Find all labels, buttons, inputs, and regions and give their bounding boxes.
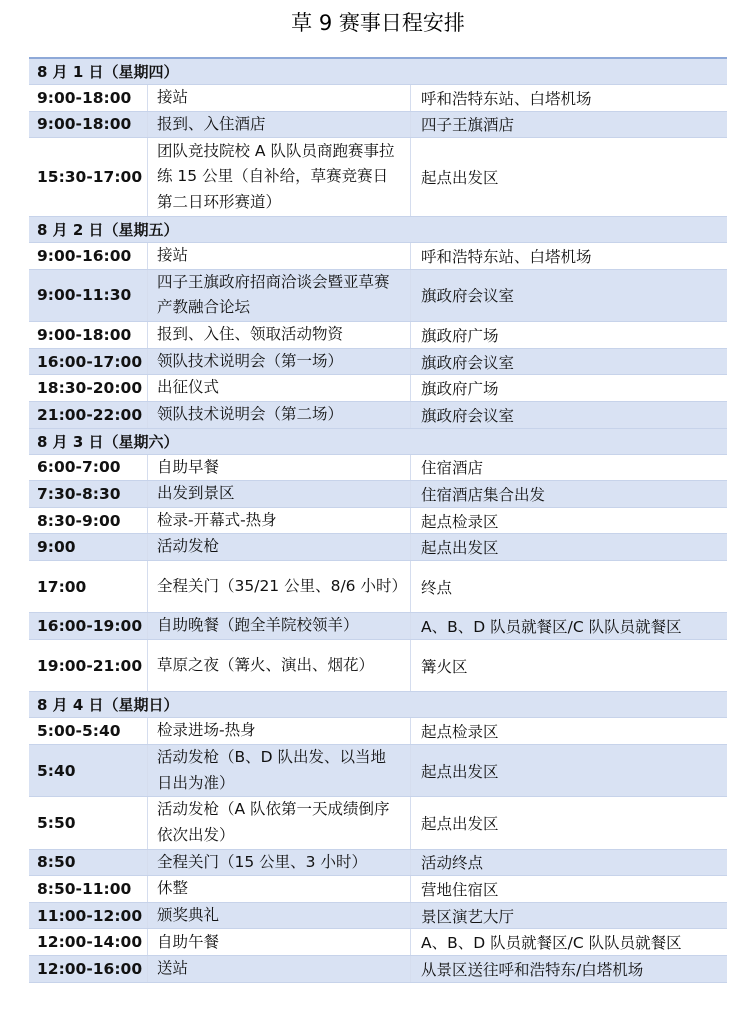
schedule-row: [29, 850, 727, 877]
time-cell: 9:00: [37, 538, 76, 557]
event-cell: 检录进场-热身: [147, 718, 410, 744]
location-cell: 营地住宿区: [410, 876, 727, 902]
schedule-row: [29, 322, 727, 349]
location-cell: 终点: [410, 561, 727, 612]
schedule-row: [29, 534, 727, 561]
event-cell: 领队技术说明会（第二场）: [147, 402, 410, 428]
schedule-row: [29, 349, 727, 376]
location-cell: 四子王旗酒店: [410, 112, 727, 138]
location-cell: 景区演艺大厅: [410, 903, 727, 929]
event-cell: 全程关门（15 公里、3 小时）: [147, 850, 410, 876]
schedule-row: [29, 455, 727, 482]
event-cell: 颁奖典礼: [147, 903, 410, 929]
schedule-row: [29, 929, 727, 956]
location-cell: 起点检录区: [410, 508, 727, 534]
time-cell: 12:00-14:00: [37, 933, 143, 952]
location-cell: 旗政府会议室: [410, 402, 727, 428]
event-cell: 全程关门（35/21 公里、8/6 小时）: [147, 561, 410, 612]
schedule-row: [29, 402, 727, 429]
location-cell: 起点出发区: [410, 797, 727, 848]
schedule-row: [29, 508, 727, 535]
day-header: 8 月 2 日（星期五）: [29, 217, 727, 243]
event-cell: 团队竞技院校 A 队队员商跑赛事拉练 15 公里（自补给，草赛竞赛日第二日环形赛道）: [147, 138, 410, 216]
time-cell: 17:00: [37, 577, 87, 596]
event-cell: 休整: [147, 876, 410, 902]
schedule-row: [29, 112, 727, 139]
schedule-row: [29, 138, 727, 217]
time-cell: 5:50: [37, 813, 76, 832]
schedule-row: [29, 745, 727, 797]
event-cell: 草原之夜（篝火、演出、烟花）: [147, 640, 410, 691]
location-cell: 活动终点: [410, 850, 727, 876]
time-cell: 8:50-11:00: [37, 880, 132, 899]
schedule-row: [29, 797, 727, 849]
location-cell: 从景区送往呼和浩特东/白塔机场: [410, 956, 727, 982]
schedule-row: [29, 375, 727, 402]
time-cell: 8:50: [37, 853, 76, 872]
event-cell: 出征仪式: [147, 375, 410, 401]
location-cell: 篝火区: [410, 640, 727, 691]
location-cell: 旗政府广场: [410, 322, 727, 348]
location-cell: 住宿酒店集合出发: [410, 481, 727, 507]
event-cell: 活动发枪: [147, 534, 410, 560]
event-cell: 接站: [147, 85, 410, 111]
time-cell: 7:30-8:30: [37, 484, 121, 503]
schedule-row: [29, 481, 727, 508]
day-header: 8 月 4 日（星期日）: [29, 692, 727, 718]
time-cell: 9:00-16:00: [37, 246, 132, 265]
event-cell: 自助早餐: [147, 455, 410, 481]
time-cell: 5:40: [37, 761, 76, 780]
schedule-row: [29, 270, 727, 322]
day-header: 8 月 1 日（星期四）: [29, 59, 727, 85]
event-cell: 接站: [147, 243, 410, 269]
location-cell: 旗政府会议室: [410, 349, 727, 375]
time-cell: 9:00-18:00: [37, 325, 132, 344]
schedule-row: [29, 613, 727, 640]
event-cell: 领队技术说明会（第一场）: [147, 349, 410, 375]
time-cell: 8:30-9:00: [37, 511, 121, 530]
time-cell: 19:00-21:00: [37, 656, 143, 675]
time-cell: 9:00-18:00: [37, 115, 132, 134]
schedule-row: [29, 85, 727, 112]
time-cell: 11:00-12:00: [37, 906, 143, 925]
schedule-row: [29, 903, 727, 930]
event-cell: 活动发枪（A 队依第一天成绩倒序依次出发）: [147, 797, 410, 848]
time-cell: 15:30-17:00: [37, 168, 143, 187]
location-cell: A、B、D 队员就餐区/C 队队员就餐区: [410, 929, 727, 955]
schedule-row: [29, 718, 727, 745]
time-cell: 16:00-17:00: [37, 352, 143, 371]
schedule-table: [29, 57, 727, 983]
event-cell: 出发到景区: [147, 481, 410, 507]
time-cell: 6:00-7:00: [37, 458, 121, 477]
event-cell: 检录-开幕式-热身: [147, 508, 410, 534]
time-cell: 16:00-19:00: [37, 617, 143, 636]
time-cell: 5:00-5:40: [37, 722, 121, 741]
location-cell: 旗政府会议室: [410, 270, 727, 321]
event-cell: 报到、入住酒店: [147, 112, 410, 138]
location-cell: 呼和浩特东站、白塔机场: [410, 243, 727, 269]
time-cell: 18:30-20:00: [37, 379, 143, 398]
location-cell: 起点出发区: [410, 534, 727, 560]
day-header: 8 月 3 日（星期六）: [29, 429, 727, 455]
location-cell: 起点出发区: [410, 138, 727, 216]
event-cell: 四子王旗政府招商洽谈会暨亚草赛产教融合论坛: [147, 270, 410, 321]
location-cell: 起点出发区: [410, 745, 727, 796]
time-cell: 21:00-22:00: [37, 405, 143, 424]
event-cell: 送站: [147, 956, 410, 982]
schedule-row: [29, 956, 727, 983]
time-cell: 12:00-16:00: [37, 959, 143, 978]
event-cell: 自助晚餐（跑全羊院校领羊）: [147, 613, 410, 639]
location-cell: A、B、D 队员就餐区/C 队队员就餐区: [410, 613, 727, 639]
event-cell: 自助午餐: [147, 929, 410, 955]
event-cell: 活动发枪（B、D 队出发、以当地日出为准）: [147, 745, 410, 796]
schedule-row: [29, 243, 727, 270]
event-cell: 报到、入住、领取活动物资: [147, 322, 410, 348]
page-title: 草 9 赛事日程安排: [291, 11, 465, 35]
schedule-row: [29, 876, 727, 903]
location-cell: 旗政府广场: [410, 375, 727, 401]
time-cell: 9:00-18:00: [37, 88, 132, 107]
location-cell: 呼和浩特东站、白塔机场: [410, 85, 727, 111]
schedule-row: [29, 640, 727, 692]
location-cell: 住宿酒店: [410, 455, 727, 481]
location-cell: 起点检录区: [410, 718, 727, 744]
schedule-row: [29, 561, 727, 613]
time-cell: 9:00-11:30: [37, 286, 132, 305]
